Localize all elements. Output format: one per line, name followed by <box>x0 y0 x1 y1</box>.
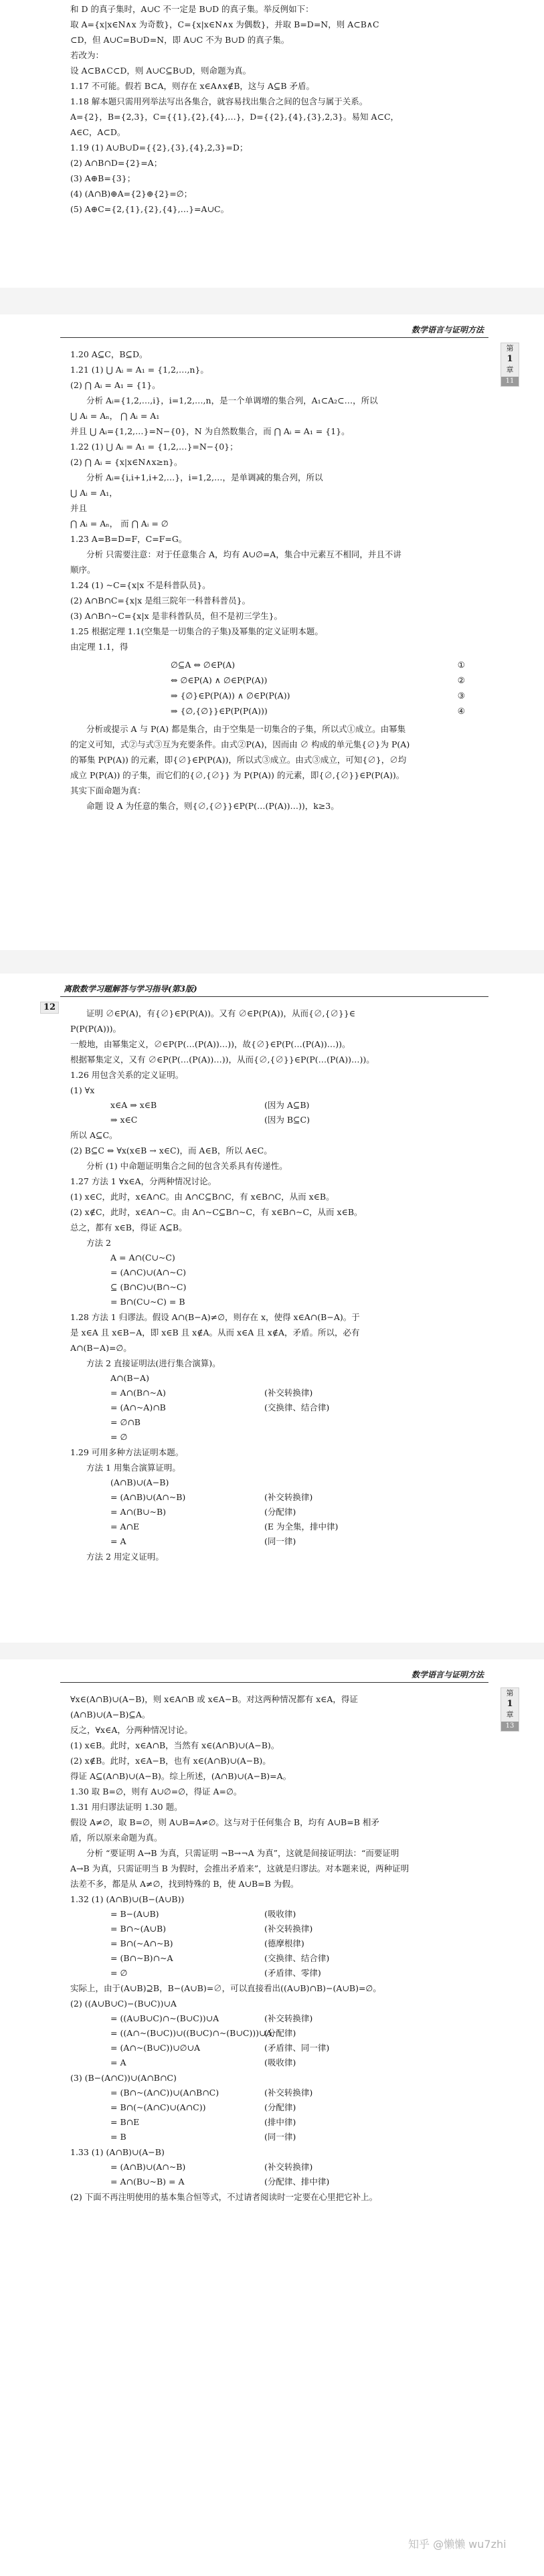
derivation-step <box>70 1430 472 1445</box>
text-line: (1) x∈B。此时，x∈A∩B，当然有 x∈(A∩B)∪(A−B)。 <box>70 1740 280 1750</box>
page-1 <box>0 0 544 288</box>
step-expression: A = A∩(C∪~C) <box>110 1253 175 1263</box>
text-line: 分析 只需要注意：对于任意集合 A，均有 A∪∅=A，集合中元素互不相同，并且不讲 <box>86 549 401 559</box>
text-line: 反之，∀x∈A，分两种情况讨论。 <box>70 1725 193 1735</box>
derivation-step <box>70 1922 472 1936</box>
page-gap <box>0 950 544 974</box>
text-line: A→B 为真，只需证明当 B 为假时，会推出矛盾来”，这就是归谬法。对本题来说，两种证明 <box>70 1863 410 1873</box>
step-reason: (补交转换律) <box>264 2013 313 2023</box>
text-line: (3) A∩B∩~C={x|x 是非科普队员，但不是初三学生}。 <box>70 611 283 621</box>
text-line: (A∩B)∪(A−B)⊆A。 <box>70 1710 151 1720</box>
page-number: 13 <box>501 1722 519 1731</box>
text-line: 成立 P(P(A)) 的子集，而它们的{∅,{∅}} 为 P(P(A)) 的元素，即{∅,{∅}}∈P(P(A))。 <box>70 770 405 780</box>
step-expression: = B <box>110 2132 126 2142</box>
step-reason: (分配律) <box>264 2102 296 2112</box>
text-line: (1) ∀x <box>70 1085 95 1095</box>
text-line: 1.20 A⊆C，B⊆D。 <box>70 349 148 359</box>
step-reason: (补交转换律) <box>264 1924 313 1934</box>
header-rule <box>60 996 488 997</box>
derivation-step <box>70 1400 472 1415</box>
step-expression: = A <box>110 1536 126 1546</box>
step-reason <box>264 1415 371 1430</box>
text-line: ⊂D，但 A∪C=B∪D=N，即 A∪C 不为 B∪D 的真子集。 <box>70 35 290 45</box>
step-reason: (分配律) <box>264 1507 296 1517</box>
text-line: 其实下面命题为真： <box>70 786 146 796</box>
text-line: 若改为： <box>70 50 104 60</box>
derivation-step <box>70 2011 472 2026</box>
derivation-step <box>70 2086 472 2100</box>
text-line: 1.19 (1) A∪B∪D={{2},{3},{4},2,3}=D； <box>70 143 248 153</box>
running-header: 数学语言与证明方法 <box>411 1670 484 1679</box>
equation-expression: ∅⊆A ⇔ ∅∈P(A) <box>171 660 236 670</box>
text-line: (2) ((A∪B∪C)−(B∪C))∪A <box>70 1999 177 2009</box>
step-expression: = A∩(B∪~B) = A <box>110 2177 185 2187</box>
text-line: 方法 1 用集合演算证明。 <box>86 1463 181 1473</box>
watermark: 知乎 @懒懒 wu7zhi <box>408 2538 507 2551</box>
step-expression: = (A∩B)∪(A∩~B) <box>110 2162 186 2172</box>
derivation-step <box>70 1386 472 1400</box>
derivation-step <box>70 1280 472 1295</box>
page-4-body <box>70 1691 472 2205</box>
text-line: 实际上，由于(A∪B)⊇B，B−(A∪B)=∅，可以直接看出((A∪B)∩B)−(A∪B)=∅。 <box>70 1983 381 1993</box>
text-line: 总之，都有 x∈B，得证 A⊆B。 <box>70 1222 187 1232</box>
step-reason: (分配律) <box>264 2028 296 2038</box>
page-2-body <box>70 347 472 814</box>
text-line: 方法 2 直接证明法(进行集合演算)。 <box>86 1358 221 1368</box>
step-reason <box>264 1475 371 1490</box>
text-line: 1.22 (1) ⋃ Aᵢ = A₁ = {1,2,…}=N−{0}； <box>70 442 238 452</box>
text-line: 1.17 不可能。假若 B⊂A，则存在 x∈A∧x∉B，这与 A⊆B 矛盾。 <box>70 81 315 91</box>
step-expression: x∈A ⇒ x∈B <box>110 1100 157 1110</box>
text-line: 并且 <box>70 503 88 513</box>
step-reason: (排中律) <box>264 2117 296 2127</box>
derivation-step <box>70 1098 472 1113</box>
step-expression: = A∩E <box>110 1522 140 1532</box>
equation-tag: ① <box>457 660 465 670</box>
text-line: (2) x∉B。此时，x∈A−B，也有 x∈(A∩B)∪(A−B)。 <box>70 1756 271 1766</box>
step-reason: (补交转换律) <box>264 1388 313 1398</box>
derivation-step <box>70 1265 472 1280</box>
numbered-equation <box>70 672 472 688</box>
text-line: ⋃ Aᵢ = Aₙ， ⋂ Aᵢ = A₁ <box>70 411 160 421</box>
running-header: 离散数学习题解答与学习指导(第3版) <box>64 984 197 994</box>
text-line: P(P(P(A)))。 <box>70 1024 122 1034</box>
chapter-tab-top: 第 <box>506 1689 514 1697</box>
chapter-tab-top: 第 <box>506 344 514 353</box>
step-expression: = (A∩~A)∩B <box>110 1402 166 1412</box>
step-expression: A∩(B−A) <box>110 1373 149 1383</box>
derivation-step <box>70 1936 472 1951</box>
equation-expression: ⇔ ∅∈P(A) ∧ ∅∈P(P(A)) <box>171 675 268 685</box>
derivation-step <box>70 2055 472 2070</box>
text-line: A∩(B−A)=∅。 <box>70 1343 132 1353</box>
text-line: 分析或提示 A 与 P(A) 都是集合，由于空集是一切集合的子集，所以式①成立。由幂集 <box>86 724 406 734</box>
step-expression: = (A∩C)∪(A∩~C) <box>110 1267 187 1277</box>
text-line: ⋃ Aᵢ = A₁， <box>70 488 118 498</box>
step-expression: = A <box>110 2057 126 2067</box>
text-line: (2) ⋂ Aᵢ = {x|x∈N∧x≥n}。 <box>70 457 183 467</box>
text-line: 1.23 A=B=D=F，C=F=G。 <box>70 534 187 544</box>
page-number: 11 <box>501 377 519 386</box>
text-line: (1) x∈C，此时，x∈A∩C。由 A∩C⊆B∩C，有 x∈B∩C，从而 x∈B。 <box>70 1192 335 1202</box>
step-expression: = (A∩~(B∪C))∪∅∪A <box>110 2043 201 2053</box>
text-line: 得证 A⊆(A∩B)∪(A−B)。综上所述，(A∩B)∪(A−B)=A。 <box>70 1771 292 1781</box>
chapter-tab-bottom: 章 <box>506 365 514 374</box>
step-reason <box>264 1295 371 1309</box>
step-reason: (矛盾律、同一律) <box>264 2043 330 2053</box>
text-line: 是 x∈A 且 x∈B−A，即 x∈B 且 x∉A。从而 x∈A 且 x∉A，矛盾。所以，必有 <box>70 1327 360 1338</box>
step-expression: = B∩E <box>110 2117 140 2127</box>
equation-expression: ⇒ {∅,{∅}}∈P(P(P(A))) <box>171 706 268 716</box>
header-rule <box>60 1682 488 1683</box>
text-line: (2) ⋂ Aᵢ = A₁ = {1}。 <box>70 380 161 390</box>
step-reason: (因为 B⊆C) <box>264 1115 310 1125</box>
step-expression: (A∩B)∪(A−B) <box>110 1477 169 1487</box>
text-line: 方法 2 <box>86 1238 111 1248</box>
text-line: A={2}，B={2,3}，C={{1},{2},{4},…}，D={{2},{4},{3},2,3}。易知 A⊂C， <box>70 112 399 122</box>
text-line: 根据幂集定义，又有 ∅∈P(P(…(P(A))…))，从而{∅,{∅}}∈P(P(…(P(A))…))。 <box>70 1054 375 1065</box>
text-line: ∀x∈(A∩B)∪(A−B)，则 x∈A∩B 或 x∈A−B。对这两种情况都有 x∈A，得证 <box>70 1694 358 1704</box>
page-gap <box>0 288 544 314</box>
text-line: 假设 A≠∅，取 B=∅，则 A∪B=A≠∅。这与对于任何集合 B，均有 A∪B=B 相矛 <box>70 1817 379 1827</box>
text-line: (5) A⊕C={2,{1},{2},{4},…}=A∪C。 <box>70 204 230 214</box>
derivation-step <box>70 1475 472 1490</box>
text-line: (3) A⊕B={3}； <box>70 173 136 183</box>
step-expression: = ∅ <box>110 1968 128 1978</box>
derivation-step <box>70 2100 472 2115</box>
derivation-step <box>70 1251 472 1265</box>
step-reason: (交换律、结合律) <box>264 1402 330 1412</box>
text-line: 取 A={x|x∈N∧x 为奇数}，C={x|x∈N∧x 为偶数}，并取 B=D=N，则 A⊂B∧C <box>70 19 379 29</box>
derivation-step <box>70 1490 472 1505</box>
step-expression: = B∩(~A∩~B) <box>110 1938 173 1948</box>
text-line: 并且 ⋃ Aᵢ={1,2,…}=N−{0}，N 为自然数集合，而 ⋂ Aᵢ = A₁ = {1}。 <box>70 426 350 436</box>
step-expression: = ∅ <box>110 1432 128 1442</box>
text-line: 分析 Aᵢ={1,2,…,i}，i=1,2,…,n，是一个单调增的集合列，A₁⊂A₂⊂…，所以 <box>86 395 378 405</box>
equation-tag: ③ <box>457 691 465 701</box>
text-line: 命题 设 A 为任意的集合，则{∅,{∅}}∈P(P(…(P(A))…))，k≥3。 <box>86 801 339 811</box>
header-rule <box>60 337 488 338</box>
text-line: 的定义可知，式②与式③互为充要条件。由式②P(A)，因而由 ∅ 构成的单元集{∅}为 P(A) <box>70 739 410 749</box>
text-line: 1.24 (1) ~C={x|x 不是科普队员}。 <box>70 580 211 590</box>
derivation-step <box>70 1371 472 1386</box>
step-reason <box>264 1371 371 1386</box>
derivation-step <box>70 1534 472 1549</box>
numbered-equation <box>70 688 472 703</box>
text-line: 1.28 方法 1 归谬法。假设 A∩(B−A)≠∅，则存在 x，使得 x∈A∩(B−A)。于 <box>70 1312 360 1322</box>
derivation-step <box>70 1907 472 1922</box>
text-line: (2) A∩B∩C={x|x 是组三院年一科普科普员}。 <box>70 595 251 606</box>
text-line: 由定理 1.1，得 <box>70 642 128 652</box>
text-line: 分析 “要证明 A→B 为真，只需证明 ¬B→¬A 为真”，这就是间接证明法：“而要证明 <box>86 1848 399 1858</box>
derivation-step <box>70 1966 472 1981</box>
derivation-step <box>70 1505 472 1520</box>
chapter-tab-bottom: 章 <box>506 1710 514 1719</box>
running-header: 数学语言与证明方法 <box>411 325 484 335</box>
text-line: 证明 ∅∈P(A)，有{∅}∈P(P(A))。又有 ∅∈P(P(A))，从而{∅,{∅}}∈ <box>86 1008 356 1018</box>
step-expression: = ((A∪B∪C)∩~(B∪C))∪A <box>110 2013 219 2023</box>
derivation-step <box>70 1415 472 1430</box>
step-expression: = ((A∩~(B∪C))∪((B∪C)∩~(B∪C)))∪A <box>110 2028 272 2038</box>
step-expression: ⇒ x∈C <box>110 1115 138 1125</box>
derivation-step <box>70 1295 472 1309</box>
derivation-step <box>70 2130 472 2144</box>
step-reason: (同一律) <box>264 2132 296 2142</box>
text-line: (3) (B−(A∩C))∪(A∩B∩C) <box>70 2073 177 2083</box>
step-reason: (E 为全集，排中律) <box>264 1522 339 1532</box>
page-gap <box>0 1643 544 1659</box>
step-reason: (分配律、排中律) <box>264 2177 330 2187</box>
text-line: 方法 2 用定义证明。 <box>86 1552 164 1562</box>
step-reason: (吸收律) <box>264 2057 296 2067</box>
step-expression: = (B∩~B)∩~A <box>110 1953 173 1963</box>
text-line: 1.18 解本题只需用列举法写出各集合，就容易找出集合之间的包含与属于关系。 <box>70 96 368 106</box>
step-reason: (德摩根律) <box>264 1938 304 1948</box>
derivation-step <box>70 2026 472 2041</box>
derivation-step <box>70 2115 472 2130</box>
equation-tag: ② <box>457 675 465 685</box>
step-expression: = ∅∩B <box>110 1417 141 1427</box>
step-reason: (因为 A⊆B) <box>264 1100 310 1110</box>
chapter-tab <box>501 343 519 387</box>
text-line: 分析 (1) 中命题证明集合之间的包含关系具有传递性。 <box>86 1161 288 1171</box>
step-reason <box>264 1280 371 1295</box>
page-number: 12 <box>43 1002 56 1012</box>
chapter-tab-number: 1 <box>507 354 513 364</box>
step-expression: = B∩(~(A∩C)∪(A∩C)) <box>110 2102 206 2112</box>
step-expression: = A∩(B∪~B) <box>110 1507 167 1517</box>
text-line: (2) B⊆C ⇔ ∀x(x∈B → x∈C)，而 A∈B，所以 A∈C。 <box>70 1145 272 1156</box>
step-expression: = B−(A∪B) <box>110 1909 159 1919</box>
derivation-step <box>70 1113 472 1127</box>
step-reason: (补交转换律) <box>264 2088 313 2098</box>
text-line: 1.21 (1) ⋃ Aᵢ = A₁ = {1,2,…,n}。 <box>70 365 209 375</box>
step-reason: (矛盾律、零律) <box>264 1968 321 1978</box>
text-line: 1.29 可用多种方法证明本题。 <box>70 1447 184 1457</box>
text-line: A∈C，A⊂D。 <box>70 127 126 137</box>
derivation-step <box>70 2160 472 2175</box>
derivation-step <box>70 2175 472 2189</box>
text-line: 法差不多，都是从 A≠∅，找到特殊的 B，使 A∪B=B 为假。 <box>70 1879 299 1889</box>
text-line: ⋂ Aᵢ = Aₙ， 而 ⋂ Aᵢ = ∅ <box>70 519 169 529</box>
text-line: 1.27 方法 1 ∀x∈A，分两种情况讨论。 <box>70 1176 217 1186</box>
step-expression: = (B∩~(A∩C))∪(A∩B∩C) <box>110 2088 219 2098</box>
derivation-step <box>70 1951 472 1966</box>
step-reason: (同一律) <box>264 1536 296 1546</box>
text-line: 和 D 的真子集时，A∪C 不一定是 B∪D 的真子集。举反例如下： <box>70 4 314 14</box>
text-line: 顺序。 <box>70 565 96 575</box>
text-line: 设 A⊂B∧C⊂D，则 A∪C⊆B∪D，则命题为真。 <box>70 66 252 76</box>
equation-expression: ⇒ {∅}∈P(P(A)) ∧ ∅∈P(P(A)) <box>171 691 290 701</box>
page-3 <box>0 974 544 1643</box>
text-line: (2) x∉C，此时，x∈A∩~C。由 A∩~C⊆B∩~C，有 x∈B∩~C，从而 x∈B。 <box>70 1207 363 1217</box>
step-reason <box>264 1430 371 1445</box>
page-4 <box>0 1659 544 2576</box>
step-expression: ⊆ (B∩C)∪(B∩~C) <box>110 1282 187 1292</box>
page-1-body <box>70 1 472 217</box>
step-reason: (补交转换律) <box>264 1492 313 1502</box>
text-line: 所以 A⊆C。 <box>70 1130 118 1140</box>
step-reason: (补交转换律) <box>264 2162 313 2172</box>
step-expression: = A∩(B∩~A) <box>110 1388 166 1398</box>
text-line: 的幂集 P(P(A)) 的元素，即{∅}∈P(P(A))，所以式③成立。由式③成立，可知{∅}，∅均 <box>70 755 407 765</box>
chapter-tab <box>501 1687 519 1732</box>
page-2 <box>0 314 544 950</box>
text-line: (2) 下面不再注明使用的基本集合恒等式，不过请者阅读时一定要在心里把它补上。 <box>70 2192 378 2202</box>
numbered-equation <box>70 703 472 719</box>
step-reason: (吸收律) <box>264 1909 296 1919</box>
text-line: (2) A∩B∩D={2}=A； <box>70 158 163 168</box>
page-tab <box>40 1002 59 1014</box>
text-line: 分析 Aᵢ={i,i+1,i+2,…}，i=1,2,…，是单调减的集合列，所以 <box>86 472 323 482</box>
step-reason <box>264 1265 371 1280</box>
text-line: 1.25 根据定理 1.1(空集是一切集合的子集)及幂集的定义证明本题。 <box>70 626 323 636</box>
text-line: 盾，所以原来命题为真。 <box>70 1833 163 1843</box>
step-expression: = B∩~(A∪B) <box>110 1924 167 1934</box>
text-line: 1.31 用归谬法证明 1.30 题。 <box>70 1802 183 1812</box>
text-line: 1.26 用包含关系的定义证明。 <box>70 1070 184 1080</box>
derivation-step <box>70 2041 472 2055</box>
numbered-equation <box>70 657 472 672</box>
text-line: 1.30 取 B=∅，则有 A∪∅=∅，得证 A=∅。 <box>70 1786 242 1797</box>
text-line: 一般地，由幂集定义，∅∈P(P(…(P(A))…))，故{∅}∈P(P(…(P(A))…))。 <box>70 1039 351 1049</box>
step-expression: = (A∩B)∪(A∩~B) <box>110 1492 186 1502</box>
step-reason: (交换律、结合律) <box>264 1953 330 1963</box>
derivation-step <box>70 1520 472 1534</box>
page-3-body <box>70 1006 472 1564</box>
step-expression: = B∩(C∪~C) = B <box>110 1297 185 1307</box>
chapter-tab-number: 1 <box>507 1699 513 1709</box>
text-line: (4) (A∩B)⊕A={2}⊕{2}=∅； <box>70 189 193 199</box>
equation-tag: ④ <box>457 706 465 716</box>
text-line: 1.33 (1) (A∩B)∪(A−B) <box>70 2147 165 2157</box>
text-line: 1.32 (1) (A∩B)∪(B−(A∪B)) <box>70 1894 185 1904</box>
step-reason <box>264 1251 371 1265</box>
